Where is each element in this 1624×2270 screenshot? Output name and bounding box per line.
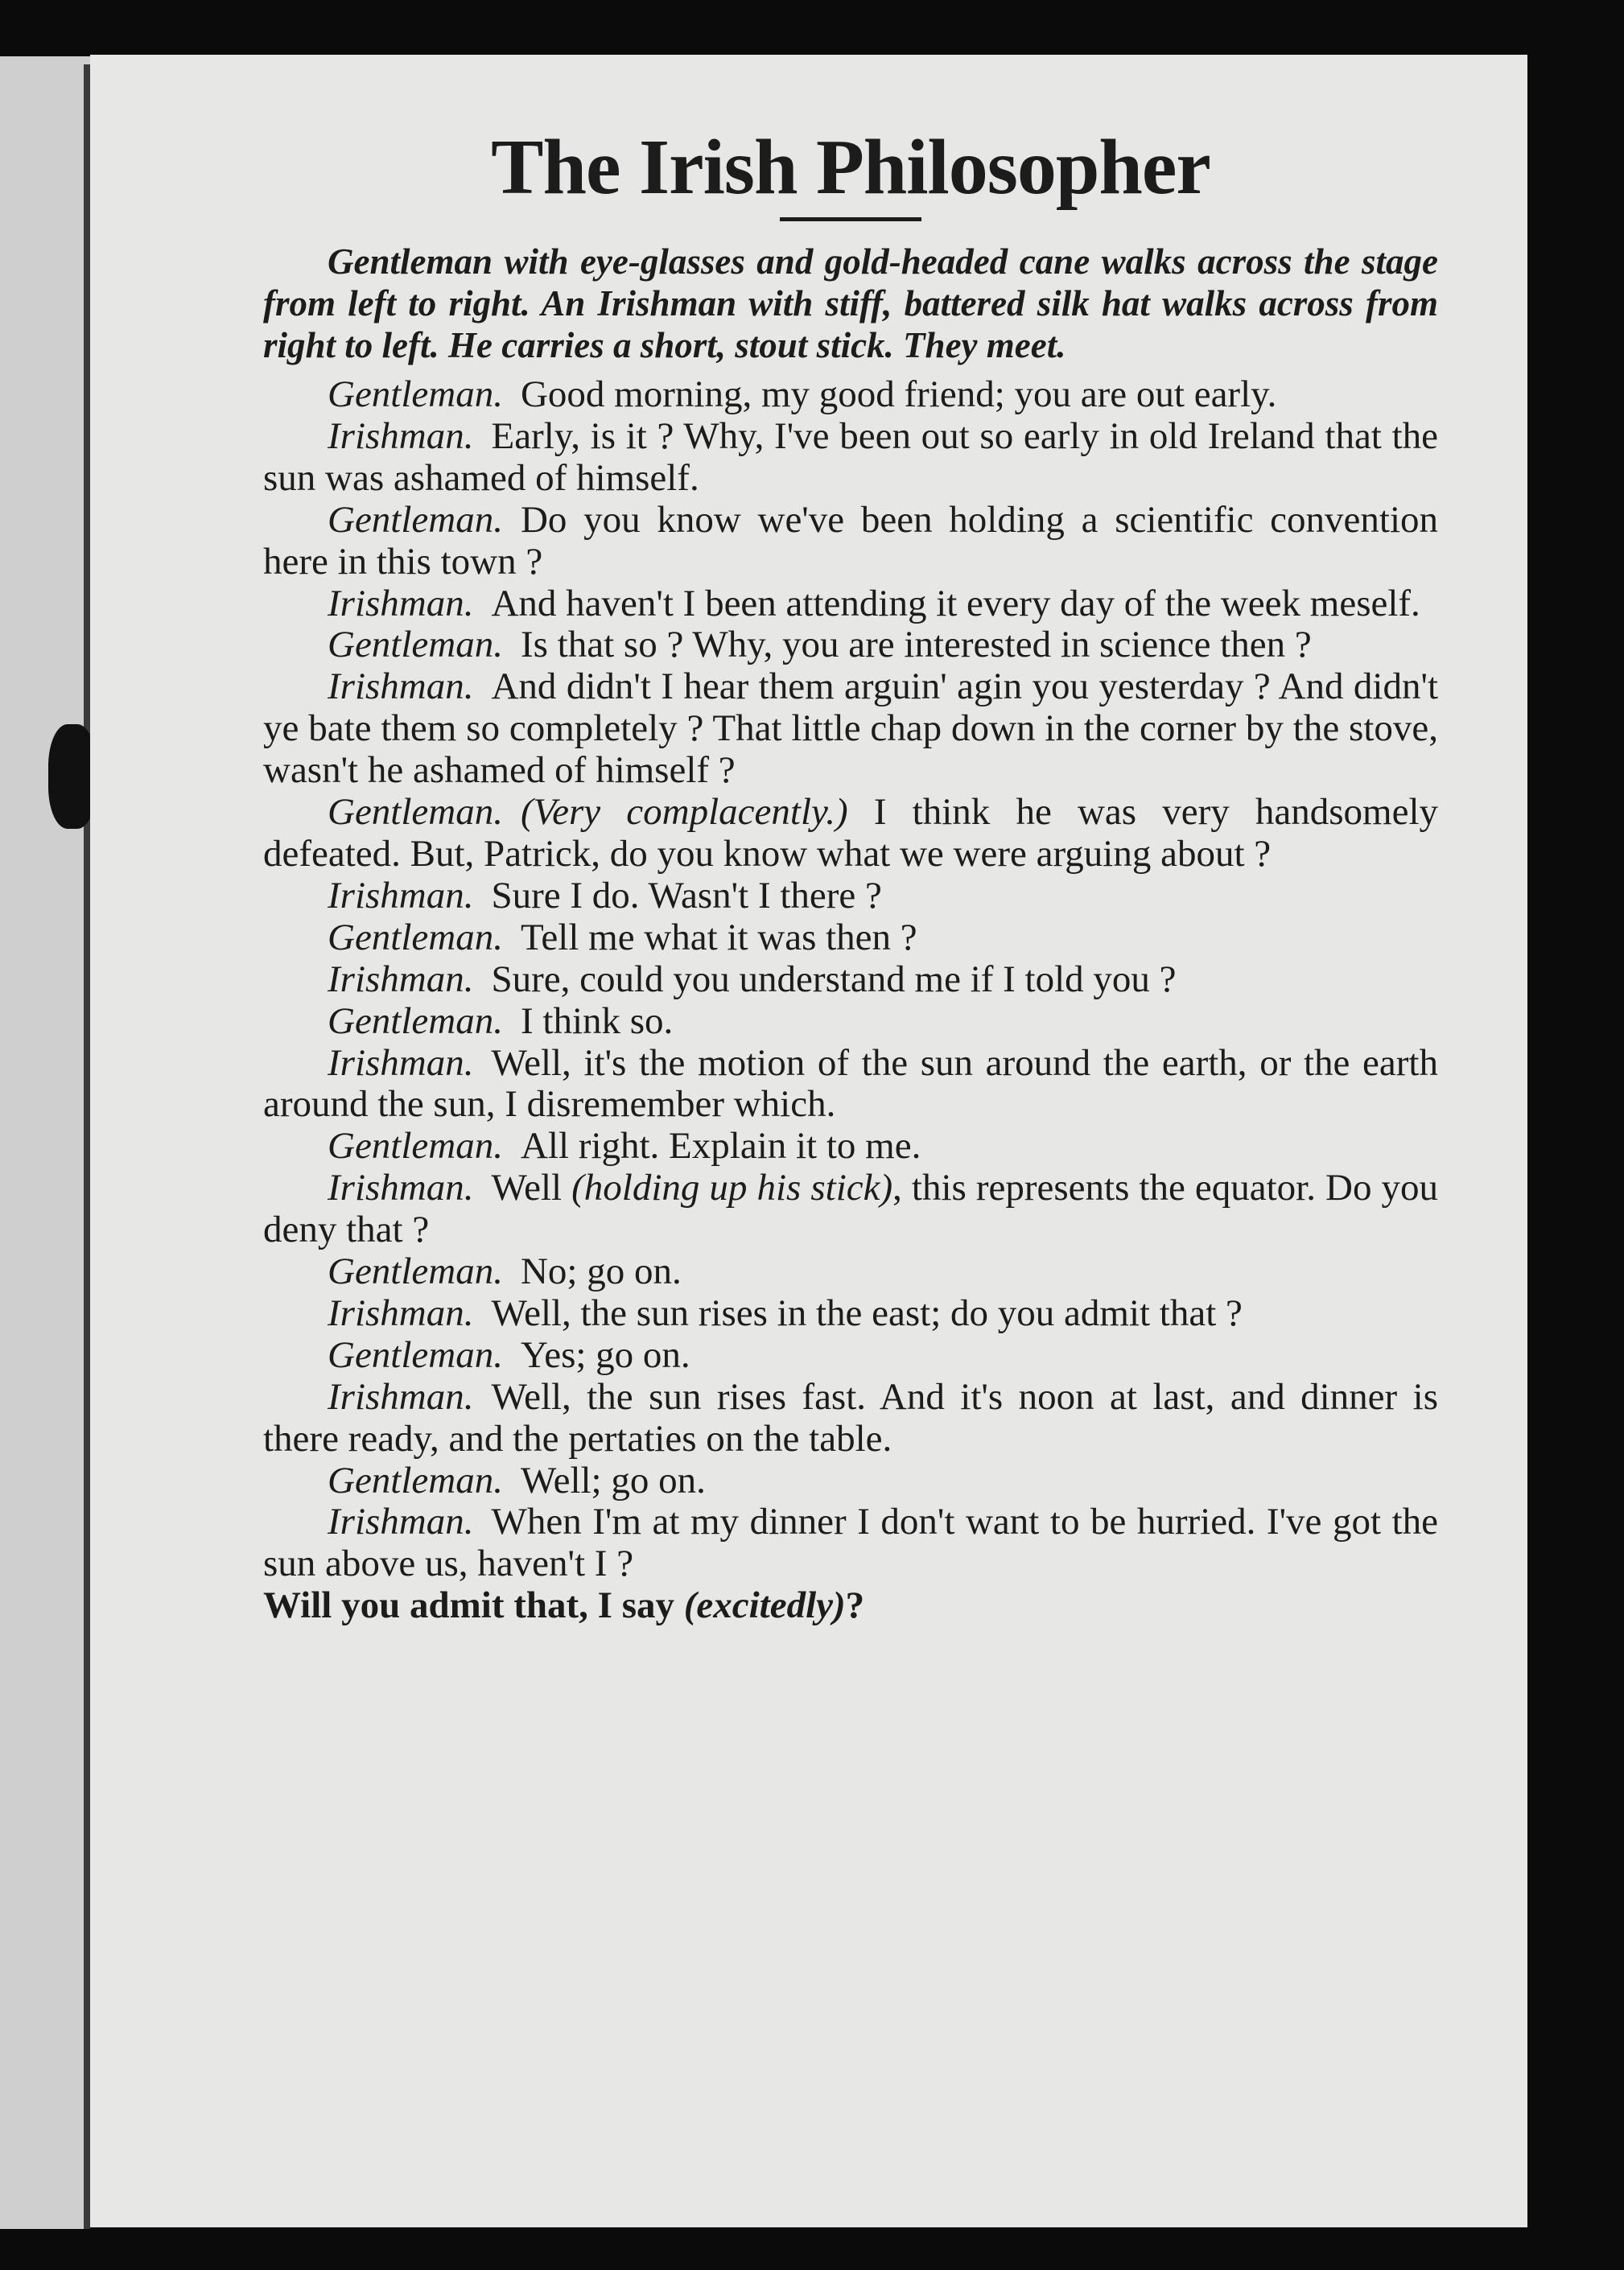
dialogue-text-pre: Well: [491, 1167, 563, 1209]
dialogue-text: Well, the sun rises fast. And it's noon at last, and dinner is there ready, and the pertaties on the table.: [263, 1375, 1438, 1460]
speaker-name: Gentleman.: [328, 791, 503, 834]
dialogue-text: Early, is it ? Why, I've been out so early in old Ireland that the sun was ashamed of himself.: [263, 414, 1438, 499]
dialogue-line: [263, 1335, 1438, 1377]
final-line: [263, 1585, 1438, 1627]
dialogue-line: [263, 416, 1438, 500]
dialogue-line: [263, 792, 1438, 875]
page-title: The Irish Philosopher: [491, 124, 1210, 211]
dialogue-text: I think so.: [520, 999, 674, 1042]
dialogue-text: When I'm at my dinner I don't want to be hurried. I've got the sun above us, haven't I ?: [263, 1501, 1438, 1585]
facing-page-edge: [0, 56, 90, 2229]
speaker-name: Gentleman.: [328, 498, 503, 541]
speaker-name: Irishman.: [328, 874, 474, 917]
dialogue-text: Well; go on.: [520, 1459, 706, 1502]
dialogue-line: [263, 583, 1438, 625]
dialogue-line: [263, 1043, 1438, 1127]
dialogue-line: [263, 1502, 1438, 1585]
speaker-name: Gentleman.: [328, 1333, 503, 1376]
dialogue-line: [263, 1126, 1438, 1168]
dialogue-line: [263, 624, 1438, 666]
stage-note: (Very complacently.): [520, 791, 848, 834]
speaker-name: Gentleman.: [328, 916, 503, 958]
dialogue-text: Well, it's the motion of the sun around the earth, or the earth around the sun, I disremember which.: [263, 1041, 1438, 1126]
dialogue-line: [263, 1293, 1438, 1335]
title-underline: [780, 217, 921, 221]
dialogue-text: Yes; go on.: [520, 1333, 690, 1376]
page-gutter-shadow: [84, 64, 90, 2229]
speaker-name: Irishman.: [328, 1167, 474, 1209]
dialogue-line: [263, 1001, 1438, 1043]
dialogue-line: [263, 374, 1438, 416]
dialogue-text: Sure I do. Wasn't I there ?: [491, 874, 882, 917]
speaker-name: Gentleman.: [328, 999, 503, 1042]
final-line-end: ?: [845, 1584, 865, 1627]
stage-direction: Gentleman with eye-glasses and gold-headed cane walks across the stage from left to right. An Irishman with stiff, battered silk hat walks across from right to left. He carries a short, stout stick. They meet.: [263, 241, 1438, 365]
speaker-name: Irishman.: [328, 1292, 474, 1334]
final-line-text: Will you admit that, I say: [263, 1584, 684, 1627]
speaker-name: Gentleman.: [328, 1459, 503, 1502]
dialogue-text: I think he was very handsomely defeated. But, Patrick, do you know what we were arguing about ?: [263, 791, 1439, 875]
dialogue-text: And haven't I been attending it every day of the week meself.: [491, 582, 1420, 624]
dialogue-line: [263, 917, 1438, 959]
dialogue-line: [263, 1168, 1438, 1251]
speaker-name: Irishman.: [328, 414, 474, 457]
speaker-name: Gentleman.: [328, 624, 503, 666]
dialogue-text: Sure, could you understand me if I told you ?: [491, 958, 1177, 1000]
dialogue-text: All right. Explain it to me.: [520, 1125, 921, 1168]
speaker-name: Gentleman.: [328, 1250, 503, 1293]
dialogue-line: [263, 500, 1438, 583]
dialogue-text: Tell me what it was then ?: [520, 916, 917, 958]
dialogue-text: No; go on.: [520, 1250, 682, 1293]
speaker-name: Irishman.: [328, 958, 474, 1000]
speaker-name: Irishman.: [328, 582, 474, 624]
dialogue-line: [263, 1251, 1438, 1293]
dialogue-line: [263, 875, 1438, 917]
dialogue-text: , this represents the equator. Do you deny that ?: [263, 1167, 1438, 1251]
dialogue-line: [263, 1460, 1438, 1502]
book-page: [90, 55, 1527, 2227]
binding-mark: [48, 724, 97, 829]
speaker-name: Irishman.: [328, 1041, 474, 1084]
page-content: [263, 119, 1438, 1627]
dialogue-text: Do you know we've been holding a scientific convention here in this town ?: [263, 498, 1438, 583]
speaker-name: Gentleman.: [328, 373, 503, 415]
dialogue-text: And didn't I hear them arguin' agin you yesterday ? And didn't ye bate them so completely ? That little chap down in the corner by the stove, wasn't he ashamed of himself ?: [263, 665, 1438, 792]
speaker-name: Gentleman.: [328, 1125, 503, 1168]
speaker-name: Irishman.: [328, 665, 474, 708]
stage-note: (excitedly): [683, 1584, 846, 1627]
dialogue-line: [263, 666, 1438, 792]
speaker-name: Irishman.: [328, 1375, 474, 1418]
dialogue-text: Well, the sun rises in the east; do you admit that ?: [491, 1292, 1243, 1334]
dialogue-text: Is that so ? Why, you are interested in science then ?: [520, 624, 1312, 666]
dialogue-text: Good morning, my good friend; you are out early.: [520, 373, 1277, 415]
dialogue-line: [263, 959, 1438, 1001]
dialogue-line: [263, 1377, 1438, 1460]
stage-note: (holding up his stick): [571, 1167, 893, 1209]
speaker-name: Irishman.: [328, 1501, 474, 1543]
